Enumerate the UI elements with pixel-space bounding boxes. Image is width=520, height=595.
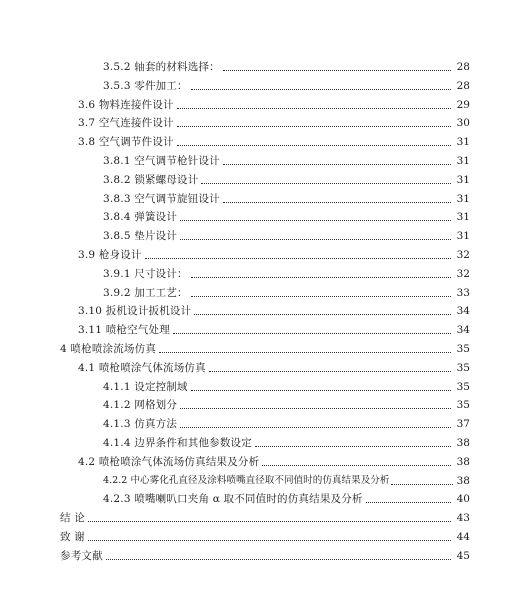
toc-dot-leader [366,502,451,503]
toc-dot-leader [262,465,451,466]
toc-entry-title: 3.5.3 零件加工： [103,79,188,92]
toc-entry-title: 3.8.3 空气调节旋钮设计 [103,192,220,205]
toc-dot-leader [223,70,451,71]
toc-dot-leader [177,126,451,127]
toc-dot-leader [145,258,451,259]
toc-entry-title: 3.8.1 空气调节枪针设计 [103,155,220,167]
toc-dot-leader [159,352,451,353]
toc-entry-title: 4.2 喷枪喷涂气体流场仿真结果及分析 [78,455,260,468]
toc-page-number: 38 [456,437,470,449]
toc-dot-leader [88,540,451,541]
toc-entry-title: 4.1 喷枪喷涂气体流场仿真 [78,361,206,374]
toc-entry[interactable] [60,509,470,525]
toc-page-number: 31 [456,230,470,243]
toc-page-number: 30 [456,117,470,130]
toc-page-number: 28 [456,79,470,92]
toc-page-number: 31 [456,211,470,224]
toc-page-number: 33 [456,286,470,299]
toc-page-number: 35 [456,343,470,355]
toc-page-number: 35 [456,399,470,412]
toc-entry-title: 4.1.3 仿真方法 [103,418,178,431]
toc-entry-title: 3.8.5 垫片设计 [103,230,178,243]
toc-entry[interactable] [78,246,470,262]
toc-entry[interactable] [103,227,470,243]
toc-entry[interactable] [103,190,470,206]
toc-page-number: 38 [456,455,470,468]
toc-dot-leader [177,145,451,146]
toc-entry[interactable] [103,472,470,488]
toc-entry-title: 4.2.2 中心雾化孔直径及涂料喷嘴直径取不同值时的仿真结果及分析 [103,474,390,486]
toc-entry-title: 3.6 物料连接件设计 [78,98,174,111]
toc-page-number: 31 [456,173,470,186]
toc-entry[interactable] [78,359,470,375]
toc-dot-leader [209,371,451,372]
toc-entry[interactable] [103,284,470,300]
toc-page-number: 35 [456,380,470,393]
toc-entry-title: 结 论 [60,512,85,525]
toc-entry-title: 4 喷枪喷涂流场仿真 [60,343,157,355]
toc-page-number: 43 [456,512,470,525]
toc-entry[interactable] [103,396,470,412]
toc-entry-title: 3.11 喷枪空气处理 [78,324,170,337]
toc-page-number: 45 [456,549,470,562]
toc-dot-leader [180,427,451,428]
toc-page-number: 32 [456,267,470,280]
toc-entry[interactable] [103,415,470,431]
toc-dot-leader [201,183,451,184]
toc-entry[interactable] [78,453,470,469]
toc-entry-title: 3.8 空气调节件设计 [78,136,174,149]
toc-page-number: 40 [456,493,470,506]
toc-entry[interactable] [103,434,470,450]
toc-entry[interactable] [103,378,470,394]
toc-entry-title: 3.9 枪身设计 [78,249,142,261]
toc-page-number: 34 [456,305,470,318]
toc-dot-leader [191,296,451,297]
toc-entry[interactable] [103,152,470,168]
toc-dot-leader [180,239,451,240]
toc-entry-title: 3.10 扳机设计扳机设计 [78,305,192,318]
toc-entry[interactable] [103,77,470,93]
toc-page-number: 38 [456,474,470,487]
toc-entry[interactable] [78,96,470,112]
toc-entry[interactable] [60,528,470,544]
toc-dot-leader [106,559,451,560]
toc-entry-title: 3.9.1 尺寸设计： [103,267,188,280]
toc-page-number: 34 [456,324,470,337]
toc-dot-leader [223,164,451,165]
toc-page-number: 35 [456,361,470,374]
toc-entry[interactable] [78,321,470,337]
toc-page-number: 29 [456,98,470,111]
toc-page-number: 37 [456,418,470,431]
toc-dot-leader [180,220,451,221]
toc-entry-title: 4.1.2 网格划分 [103,399,178,412]
toc-entry[interactable] [60,547,470,563]
toc-entry-title: 3.8.2 锁紧螺母设计 [103,173,199,186]
toc-entry[interactable] [103,490,470,506]
toc-entry-title: 4.1.1 设定控制域 [103,380,188,393]
toc-entry-title: 3.7 空气连接件设计 [78,117,174,130]
toc-page-number: 31 [456,192,470,205]
toc-entry-title: 3.8.4 弹簧设计 [103,211,178,224]
toc-page-number: 28 [456,61,470,73]
toc-entry-title: 4.1.4 边界条件和其他参数设定 [103,437,252,449]
toc-dot-leader [391,484,454,485]
toc-dot-leader [177,108,451,109]
toc-dot-leader [194,314,451,315]
toc-page-number: 31 [456,136,470,149]
toc-dot-leader [173,333,451,334]
toc-dot-leader [180,408,451,409]
toc-entry-title: 3.5.2 轴套的材料选择： [103,61,220,73]
toc-entry[interactable] [60,340,470,356]
toc-dot-leader [255,446,451,447]
toc-page-number: 31 [456,155,470,167]
toc-entry[interactable] [78,133,470,149]
toc-dot-leader [191,277,451,278]
toc-entry-title: 致 谢 [60,531,85,543]
toc-entry[interactable] [103,208,470,224]
toc-entry-title: 3.9.2 加工工艺： [103,286,188,299]
toc-entry-title: 4.2.3 喷嘴喇叭口夹角 α 取不同值时的仿真结果及分析 [103,493,363,506]
toc-dot-leader [191,89,451,90]
toc-entry[interactable] [103,58,470,74]
toc-entry-title: 参考文献 [60,549,103,562]
toc-page-number: 44 [456,531,470,543]
toc-entry[interactable] [103,171,470,187]
toc-dot-leader [223,202,451,203]
toc-entry[interactable] [78,302,470,318]
toc-page-number: 32 [456,249,470,261]
toc-entry[interactable] [103,265,470,281]
toc-dot-leader [191,390,451,391]
toc-entry[interactable] [78,114,470,130]
toc-dot-leader [88,521,451,522]
